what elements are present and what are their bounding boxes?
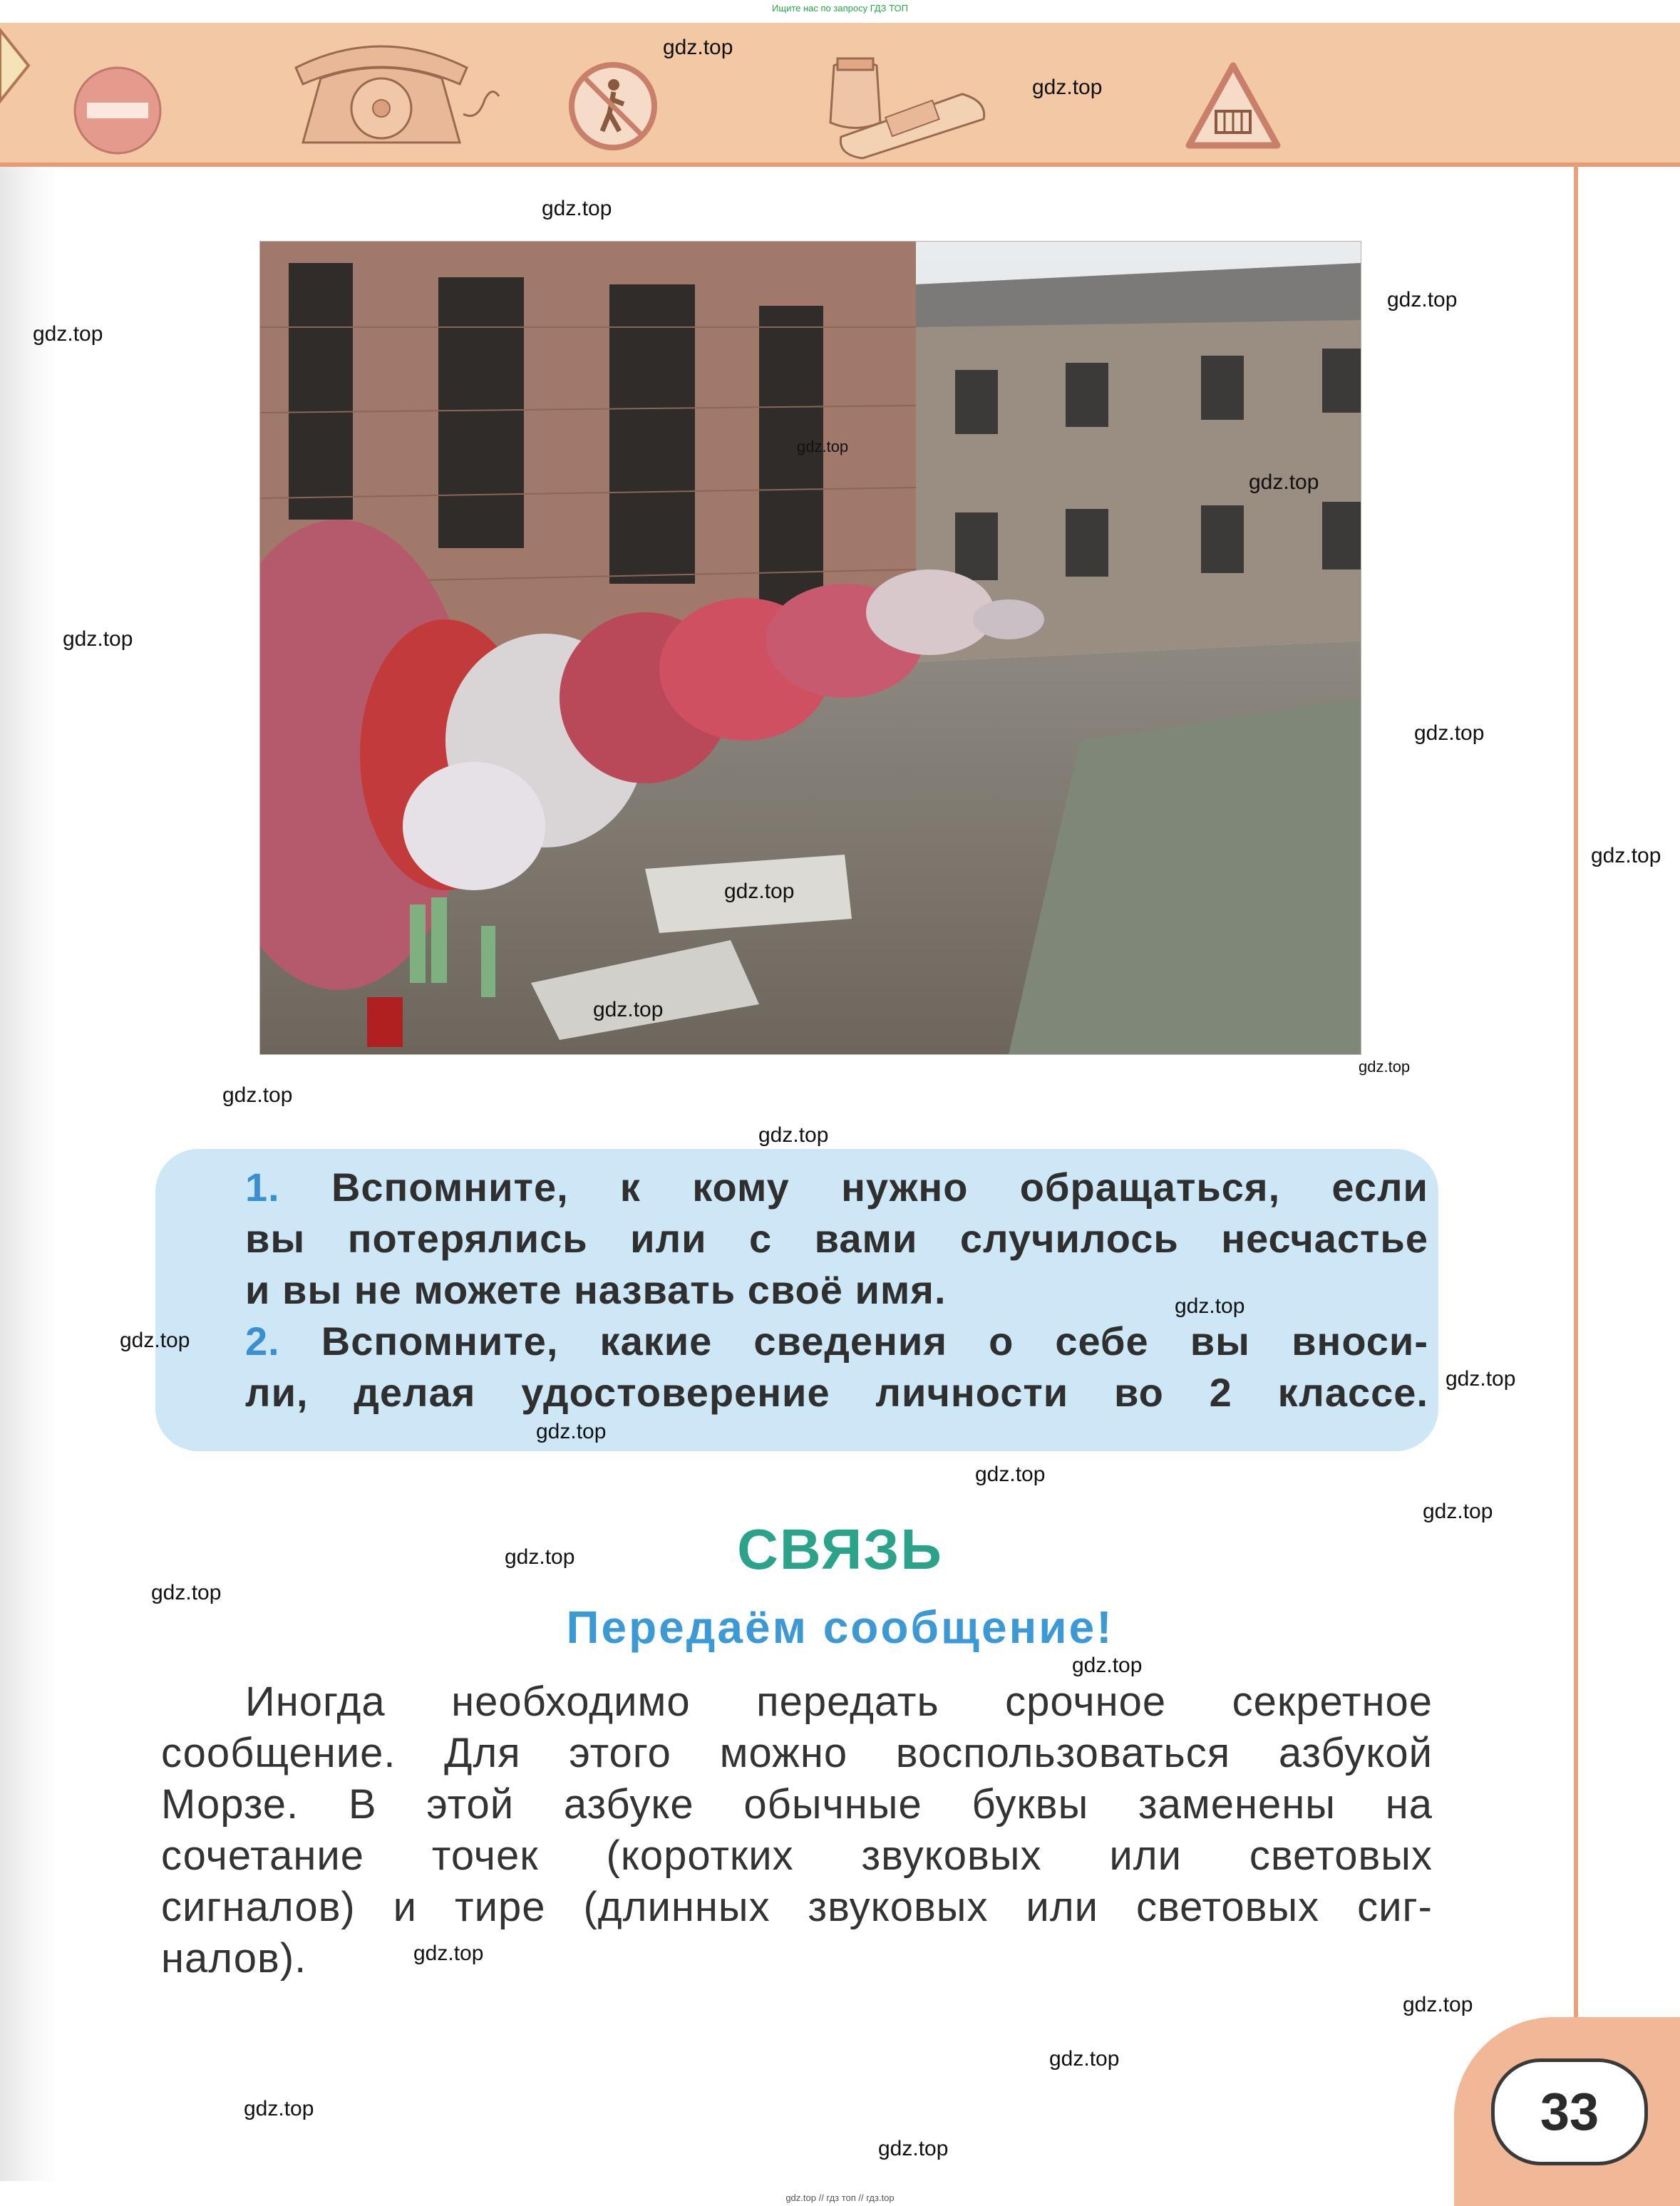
watermark: gdz.top	[542, 197, 612, 220]
watermark: gdz.top	[151, 1581, 222, 1604]
watermark: gdz.top	[244, 2097, 314, 2120]
watermark: gdz.top	[1175, 1294, 1245, 1318]
right-margin-rule	[1574, 164, 1578, 2031]
watermark: gdz.top	[1387, 288, 1458, 311]
bookmark-arrow-icon	[0, 23, 36, 108]
watermark: gdz.top	[1249, 470, 1319, 494]
page-number: 33	[1491, 2058, 1648, 2165]
body-text-line-4: сочетание точек (коротких звуковых или световых	[161, 1833, 1433, 1879]
rotary-telephone-icon	[282, 29, 503, 157]
watermark: gdz.top	[1423, 1500, 1493, 1523]
watermark: gdz.top	[222, 1083, 293, 1107]
memorial-photo	[259, 241, 1361, 1055]
watermark: gdz.top	[758, 1123, 829, 1147]
watermark: gdz.top	[1032, 76, 1103, 99]
question-1-line-1: 1. Вспомните, к кому нужно обращаться, если	[245, 1165, 1428, 1210]
section-subtitle: Передаём сообщение!	[566, 1602, 1114, 1653]
watermark: gdz.top	[505, 1545, 575, 1569]
watermark: gdz.top	[797, 438, 849, 455]
watermark: gdz.top	[1591, 844, 1661, 867]
section-title: СВЯЗЬ	[737, 1517, 943, 1581]
question-2-line-1: 2. Вспомните, какие сведения о себе вы вноси-	[245, 1319, 1429, 1364]
watermark: gdz.top	[413, 1942, 484, 1965]
header-band	[0, 23, 1680, 167]
watermark: gdz.top	[536, 1420, 607, 1443]
question-1-line-2: вы потерялись или с вами случилось несчастье	[245, 1216, 1428, 1261]
watermark: gdz.top	[120, 1329, 190, 1352]
watermark: gdz.top	[1072, 1654, 1143, 1677]
body-text-line-2: сообщение. Для этого можно воспользоваться азбукой	[161, 1730, 1433, 1776]
top-notice: Ищите нас по запросу ГДЗ ТОП	[772, 3, 908, 14]
page-fold-shadow	[0, 164, 60, 2181]
body-text-line-3: Морзе. В этой азбуке обычные буквы заменены на	[161, 1781, 1433, 1828]
watermark: gdz.top	[878, 2137, 949, 2160]
no-pedestrians-sign-icon	[567, 60, 659, 153]
question-2-line-2: ли, делая удостоверение личности во 2 классе.	[245, 1370, 1428, 1415]
watermark: gdz.top	[1359, 1058, 1411, 1076]
watermark: gdz.top	[1403, 1993, 1473, 2016]
watermark: gdz.top	[1445, 1367, 1516, 1391]
body-text-line-6: налов).	[161, 1935, 307, 1981]
watermark: gdz.top	[724, 880, 795, 903]
watermark: gdz.top	[1414, 721, 1485, 745]
no-entry-sign-icon	[71, 64, 164, 157]
watermark: gdz.top	[593, 998, 664, 1021]
watermark: gdz.top	[33, 322, 103, 346]
watermark: gdz.top	[1049, 2047, 1120, 2071]
body-text-line-1: Иногда необходимо передать срочное секретное	[245, 1679, 1433, 1725]
question-1-line-3: и вы не можете назвать своё имя.	[245, 1267, 947, 1312]
railway-crossing-sign-icon	[1183, 60, 1283, 153]
jar-and-bread-icon	[813, 37, 998, 162]
watermark: gdz.top	[663, 36, 733, 59]
watermark: gdz.top	[63, 627, 133, 651]
bottom-note: gdz.top // гдз топ // гдз.top	[785, 2192, 895, 2203]
watermark: gdz.top	[975, 1463, 1046, 1486]
body-text-line-5: сигналов) и тире (длинных звуковых или световых сиг-	[161, 1884, 1433, 1930]
